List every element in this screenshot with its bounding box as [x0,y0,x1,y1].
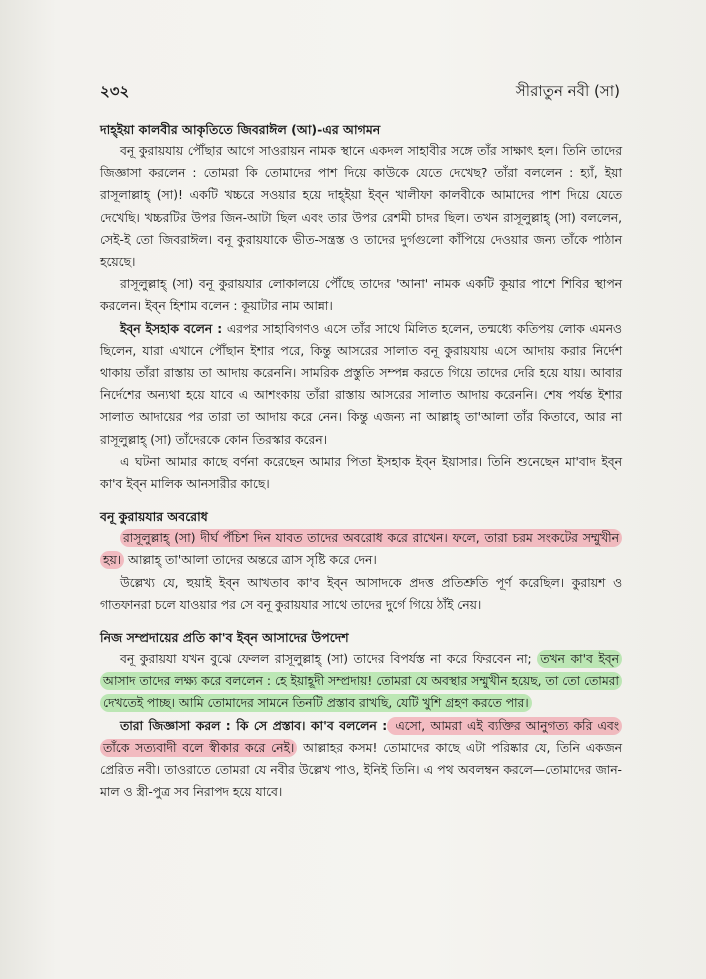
paragraph [100,527,622,571]
paragraph: এ ঘটনা আমার কাছে বর্ণনা করেছেন আমার পিতা ইসহাক ইব্‌ন ইয়াসার। তিনি শুনেছেন মা'বাদ ইব্‌ন কা'ব ইব্‌ন মালিক আনসারীর কাছে। [100,454,622,492]
paragraph [100,318,622,451]
paragraph-text: এরপর সাহাবিগণও এসে তাঁর সাথে মিলিত হলেন, তন্মধ্যে কতিপয় লোক এমনও ছিলেন, যারা এখানে পৌঁছান ইশার পরে, কিন্তু আসরের সালাত বনূ কুরায়যায় এসে আদায় করার নির্দেশ থাকায় তাঁরা রাস্তায় তা আদায় করেননি। সামরিক প্রস্তুতি সম্পন্ন করতে গিয়ে তাদের দেরি হয়ে যায়। আবার নির্দেশের অন্যথা হয়ে যাবে এ আশংকায় তাঁরা রাস্তায় আসরের সালাত আদায় করেননি। শেষ পর্যন্ত ইশার সালাত আদায়ের পর তারা তা আদায় করে নেন। কিন্তু এজন্য না আল্লাহ্‌ তা'আলা তাঁর কিতাবে, আর না রাসূলুল্লাহ্‌ (সা) তাঁদেরকে কোন তিরস্কার করেন। [100,321,622,447]
green-highlight: তখন কা'ব ইব্‌ন আসাদ তাদের লক্ষ্য করে বললেন : হে ইয়াহূদী সম্প্রদায়! তোমরা যে অবস্থার সম্মুখীন হয়েছ, তা তো তোমরা দেখতেই পাচ্ছ। আমি তোমাদের সামনে তিনটি প্রস্তাব রাখছি, যেটি খুশি গ্রহণ করতে পার। [100,650,622,712]
paragraph-text: বনূ কুরায়যা যখন বুঝে ফেলল রাসূলুল্লাহ্‌ (সা) তাদের বিপর্যস্ত না করে ফিরবেন না; [120,652,538,667]
page-header [100,80,620,106]
red-highlight: রাসূলুল্লাহ্‌ (সা) দীর্ঘ পঁচিশ দিন যাবত তাদের অবরোধ করে রাখেন। ফলে, তারা চরম সংকটের সম্মুখীন হয়। [100,529,622,569]
speaker-lead: তারা জিজ্ঞাসা করল : কি সে প্রস্তাব। কা'ব বললেন : [120,718,388,733]
running-title: সীরাতুন নবী (সা) [515,82,620,100]
paragraph: উল্লেখ্য যে, হুয়াই ইব্‌ন আখতাব কা'ব ইব্‌ন আসাদকে প্রদত্ত প্রতিশ্রুতি পূর্ণ করেছিল। কুরায়শ ও গাতফানরা চলে যাওয়ার পর সে বনূ কুরায়যার সাথে তাদের দুর্গে গিয়ে ঠাঁই নেয়। [100,575,622,612]
red-highlight: এসো, আমরা এই ব্যক্তির আনুগত্য করি এবং তাঁকে সত্যবাদী বলে স্বীকার করে নেই। [100,717,622,757]
paragraph: রাসূলুল্লাহ্‌ (সা) বনূ কুরায়যার লোকালয়ে পৌঁছে তাদের 'আনা' নামক একটি কূয়ার পাশে শিবির স্থাপন করলেন। ইব্‌ন হিশাম বলেন : কূয়াটার নাম আন্না। [100,277,622,314]
section-heading-siege: বনূ কুরায়যার অবরোধ [100,509,208,525]
paragraph [100,648,622,715]
paragraph: বনূ কুরায়যায় পৌঁছার আগে সাওরায়ন নামক স্থানে একদল সাহাবীর সঙ্গে তাঁর সাক্ষাৎ হল। তিনি তাদের জিজ্ঞাসা করলেন : তোমরা কি তোমাদের পাশ দিয়ে কাউকে যেতে দেখেছ? তাঁরা বললেন : হ্যাঁ, ইয়া রাসূলাল্লাহ্‌ (সা)! একটি খচ্চরে সওয়ার হয়ে দাহ্‌ইয়া ইব্‌ন খালীফা কালবীকে আমাদের পাশ দিয়ে যেতে দেখেছি। খচ্চরটির উপর জিন-আটা ছিল এবং তার উপর রেশমী চাদর ছিল। তখন রাসূলুল্লাহ্‌ (সা) বললেন, সেই-ই তো জিবরাঈল। বনূ কুরায়যাকে ভীত-সন্ত্রস্ত ও তাদের দুর্গগুলো কাঁপিয়ে দেওয়ার জন্য তাঁকে পাঠান হয়েছে। [100,144,622,270]
section-heading-jibrail: দাহ্‌ইয়া কালবীর আকৃতিতে জিবরাঈল (আ)-এর আগমন [100,122,381,137]
paragraph [100,715,622,804]
paragraph-text: আল্লাহর কসম! তোমাদের কাছে এটা পরিষ্কার যে, তিনি একজন প্রেরিত নবী। তাওরাতে তোমরা যে নবীর উল্লেখ পাও, ইনিই তিনি। এ পথ অবলম্বন করলে—তোমাদের জান-মাল ও স্ত্রী-পুত্র সব নিরাপদ হয়ে যাবে। [100,740,622,800]
speaker-lead: ইব্‌ন ইসহাক বলেন : [120,321,223,336]
paragraph-text: আল্লাহ্‌ তা'আলা তাদের অন্তরে ত্রাস সৃষ্টি করে দেন। [124,553,377,568]
section-heading-advice: নিজ সম্প্রদায়ের প্রতি কা'ব ইব্‌ন আসাদের উপদেশ [100,630,349,646]
page-body [100,120,622,803]
page-number: ২৩২ [100,82,130,100]
